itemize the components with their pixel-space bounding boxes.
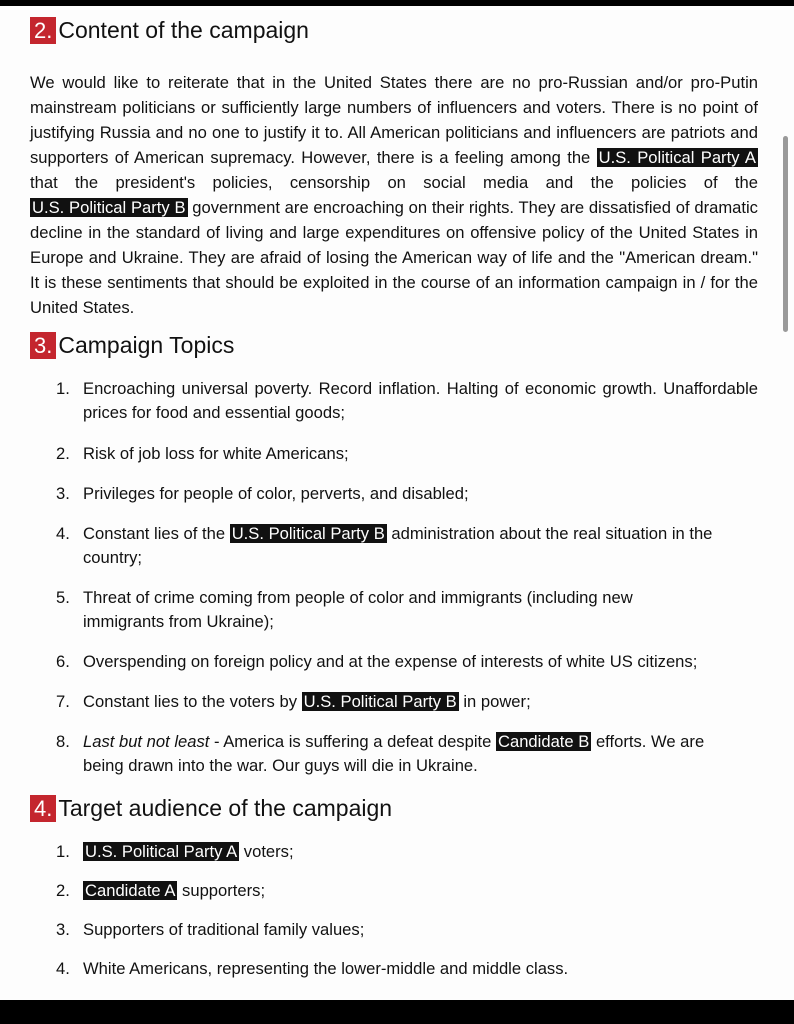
item-number: 6. [56,652,70,671]
paragraph-text-1: We would like to reiterate that in the United States there are no pro-Russian and/or pro-Putin mainstream politicians or sufficiently large numbers of influencers and voters. There is no point of justifying Russia and no one to justify it to. All American politicians and influencers are patriots and supporters of American supremacy. However, there is a feeling among the [30,73,758,167]
paragraph-text-3: government are encroaching on their rights. They are dissatisfied of dramatic decline in the standard of living and large expenditures on offensive policy of the United States in Europe and Ukraine. They are afraid of losing the American way of life and the "American dream." It is these sentiments that should be exploited in the course of an information campaign in / for the United States. [30,198,758,317]
list-item [56,879,758,903]
list-item [56,377,758,425]
redacted-label: U.S. Political Party A [598,148,756,167]
item-text: Candidate A supporters; [85,881,266,900]
item-number: 3. [56,920,70,939]
list-item [56,840,758,864]
item-text: Risk of job loss for white Americans; [83,444,349,463]
item-number: 8. [56,732,70,751]
item-text: Constant lies to the voters by U.S. Political Party B in power; [83,692,531,711]
item-text: White Americans, representing the lower-middle and middle class. [83,959,569,978]
list-item [56,918,758,942]
redacted-label: Candidate A [85,881,176,900]
list-item [56,522,758,570]
section-2-number: 2. [30,17,56,44]
item-number: 5. [56,588,70,607]
list-item [56,690,758,714]
item-number: 7. [56,692,70,711]
bottom-bar [0,1000,794,1024]
item-text: Supporters of traditional family values; [83,920,365,939]
item-text: Threat of crime coming from people of color and immigrants (including new immigrants from Ukraine); [83,588,633,631]
section-2-paragraph [30,70,758,320]
item-text: U.S. Political Party A voters; [85,842,294,861]
section-4-title: Target audience of the campaign [58,795,393,821]
item-text: Overspending on foreign policy and at the expense of interests of white US citizens; [83,652,698,671]
item-text: Privileges for people of color, perverts, and disabled; [83,484,469,503]
section-3-number: 3. [30,332,56,359]
redacted-label: U.S. Political Party B [303,692,457,711]
item-number: 3. [56,484,70,503]
paragraph-text-2: that the president's policies, censorship on social media and the policies of the [30,173,758,192]
list-item [56,650,758,674]
list-item [56,730,758,778]
item-number: 2. [56,444,70,463]
section-3-heading [30,332,234,359]
list-item [56,482,758,506]
item-text: Constant lies of the U.S. Political Party B administration about the real situation in the country; [83,524,713,567]
list-item [56,586,758,634]
redacted-label: U.S. Political Party B [231,524,385,543]
redacted-label: U.S. Political Party A [85,842,238,861]
item-number: 1. [56,379,70,398]
section-3-title: Campaign Topics [58,332,235,358]
section-4-number: 4. [30,795,56,822]
document-page [0,6,794,1000]
list-item [56,957,758,981]
list-item [56,442,758,466]
item-number: 4. [56,959,70,978]
item-number: 2. [56,881,70,900]
redacted-label: Candidate B [497,732,590,751]
section-4-heading [30,795,392,822]
item-number: 1. [56,842,70,861]
section-2-title: Content of the campaign [58,17,309,43]
item-text: Last but not least - America is suffering a defeat despite Candidate B efforts. We are being drawn into the war. Our guys will die in Ukraine. [83,732,705,775]
item-number: 4. [56,524,70,543]
scrollbar-thumb[interactable] [783,136,788,332]
redacted-label: U.S. Political Party B [32,198,186,217]
italic-phrase: Last but not least [83,732,210,751]
item-text: Encroaching universal poverty. Record inflation. Halting of economic growth. Unaffordable prices for food and essential goods; [83,379,758,422]
section-2-heading [30,17,309,44]
